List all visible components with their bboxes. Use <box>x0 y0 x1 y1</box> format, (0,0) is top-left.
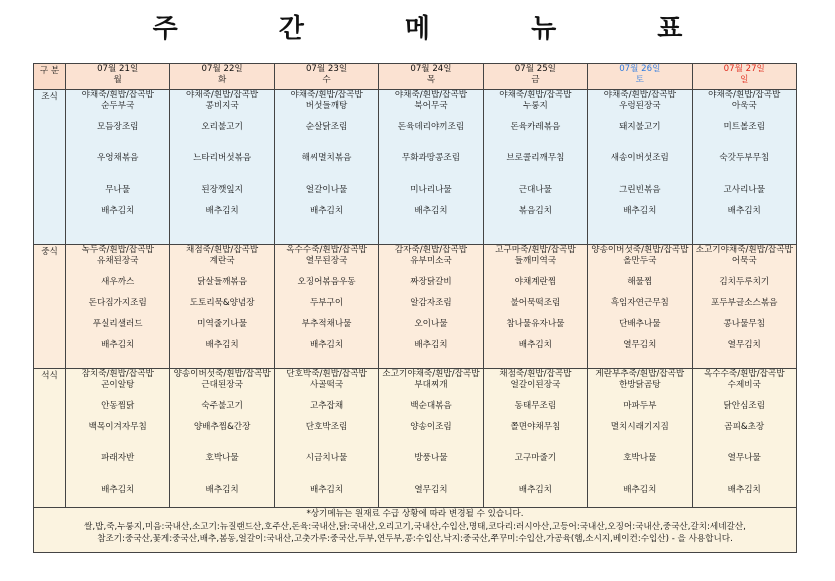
menu-item <box>484 174 587 185</box>
menu-item <box>379 308 482 319</box>
dinner-menu-cell <box>170 369 274 508</box>
menu-item <box>275 411 378 422</box>
breakfast-menu-cell <box>588 90 692 245</box>
menu-item: 양송이조림 <box>410 421 452 432</box>
menu-item: 유채된장국 <box>96 255 139 266</box>
menu-item: 부추적채나물 <box>301 318 352 329</box>
lunch-menu-cell <box>483 245 587 369</box>
menu-item <box>693 195 796 206</box>
menu-item <box>66 308 169 319</box>
menu-item <box>484 390 587 401</box>
porridge-rice-item: 야채죽/흰밥/잡곡밥 <box>708 90 781 100</box>
breakfast-row <box>34 90 797 245</box>
menu-item: 근대나물 <box>518 184 552 195</box>
menu-item: 느타리버섯볶음 <box>193 153 252 163</box>
day-date: 07월 25일 <box>514 64 556 74</box>
porridge-rice-item: 양송이버섯죽/흰밥/잡곡밥 <box>591 245 689 255</box>
menu-item <box>693 432 796 443</box>
menu-item: 도토리묵&양념장 <box>189 297 255 308</box>
menu-item: 배추김치 <box>101 205 135 216</box>
menu-item: 돈육데리야끼조림 <box>397 121 465 132</box>
menu-item <box>484 464 587 475</box>
menu-item: 양배추찜&간장 <box>193 421 251 432</box>
menu-item: 짜장닭갈비 <box>410 276 452 287</box>
day-weekday: 목 <box>426 75 436 85</box>
menu-item <box>379 143 482 154</box>
menu-item <box>379 329 482 340</box>
menu-item: 불어묵떡조림 <box>510 297 561 308</box>
menu-item <box>379 132 482 143</box>
menu-item <box>275 266 378 277</box>
menu-item: 동태무조림 <box>514 400 557 411</box>
breakfast-menu-cell <box>483 90 587 245</box>
menu-item: 올만두국 <box>623 255 657 266</box>
porridge-rice-item: 야채죽/흰밥/잡곡밥 <box>81 90 154 100</box>
porridge-rice-item: 채점죽/흰밥/잡곡밥 <box>499 369 572 379</box>
menu-item: 배추김치 <box>414 205 448 216</box>
menu-item: 배추김치 <box>727 484 761 495</box>
menu-item: 누룽지 <box>522 100 548 111</box>
menu-item: 우렁된장국 <box>619 100 661 111</box>
menu-item <box>693 164 796 175</box>
lunch-row <box>34 245 797 369</box>
menu-item: 닭살들깨볶음 <box>197 276 248 287</box>
menu-item: 백순대볶음 <box>410 400 452 411</box>
menu-item <box>275 390 378 401</box>
menu-item <box>484 143 587 154</box>
menu-item: 돈다짐가지조림 <box>88 297 147 308</box>
menu-item: 숙갓두부무침 <box>719 153 770 163</box>
menu-item <box>484 266 587 277</box>
menu-item: 곰피&초장 <box>724 421 765 432</box>
menu-item <box>66 266 169 277</box>
menu-item <box>379 411 482 422</box>
lunch-menu-cell <box>66 245 170 369</box>
menu-item: 그린빈볶음 <box>619 184 661 195</box>
breakfast-menu-cell <box>274 90 378 245</box>
menu-item <box>693 287 796 298</box>
menu-item <box>588 287 691 298</box>
porridge-rice-item: 옥수수죽/흰밥/잡곡밥 <box>704 369 785 379</box>
menu-item: 미나리나물 <box>410 184 452 195</box>
menu-item <box>275 164 378 175</box>
day-weekday: 월 <box>113 75 122 85</box>
porridge-rice-item: 야채죽/흰밥/잡곡밥 <box>290 90 363 100</box>
menu-item <box>484 132 587 143</box>
menu-item: 새송이버섯조림 <box>610 153 669 163</box>
menu-item <box>66 329 169 340</box>
menu-item: 고구마줄기 <box>514 453 557 463</box>
menu-item: 볶음김치 <box>518 205 552 216</box>
menu-item <box>66 411 169 422</box>
menu-item <box>588 411 691 422</box>
menu-item: 한방닭곰탕 <box>619 379 661 390</box>
menu-item <box>379 266 482 277</box>
porridge-rice-item: 야채죽/흰밥/잡곡밥 <box>603 90 676 100</box>
day-date: 07월 27일 <box>723 64 765 74</box>
menu-item: 부대찌개 <box>414 379 448 390</box>
menu-item <box>588 464 691 475</box>
menu-item: 멸치시래기지짐 <box>610 421 669 432</box>
menu-item: 새우까스 <box>101 276 135 287</box>
dinner-menu-cell <box>588 369 692 508</box>
menu-item: 안동찜닭 <box>101 400 135 411</box>
menu-item <box>170 411 273 422</box>
menu-item: 모듬장조림 <box>96 121 139 132</box>
menu-item <box>484 195 587 206</box>
menu-item <box>693 132 796 143</box>
menu-item: 배추김치 <box>518 484 552 495</box>
menu-item: 아욱국 <box>731 100 757 111</box>
menu-item <box>693 174 796 185</box>
day-weekday: 화 <box>217 75 227 85</box>
menu-item <box>588 390 691 401</box>
porridge-rice-item: 소고기야채죽/흰밥/잡곡밥 <box>695 245 793 255</box>
day-header-1 <box>170 64 274 90</box>
menu-item <box>484 164 587 175</box>
menu-item <box>693 266 796 277</box>
menu-item <box>170 329 273 340</box>
menu-item <box>275 287 378 298</box>
menu-item: 배추김치 <box>101 339 135 350</box>
day-weekday: 일 <box>740 75 749 85</box>
menu-item <box>484 287 587 298</box>
header-gubun: 구 분 <box>34 64 66 90</box>
menu-item: 김치두루치기 <box>719 276 770 287</box>
menu-item: 고추잡채 <box>309 400 344 411</box>
menu-item: 흑임자연근무침 <box>610 297 669 308</box>
allergen-origin-note <box>34 508 797 553</box>
menu-item <box>379 111 482 122</box>
menu-item: 해물찜 <box>627 276 653 287</box>
menu-item: 쫄면야채무침 <box>510 421 561 432</box>
breakfast-menu-cell <box>66 90 170 245</box>
menu-item <box>484 111 587 122</box>
dinner-row <box>34 369 797 508</box>
menu-item <box>588 132 691 143</box>
menu-item: 우엉채볶음 <box>96 153 139 163</box>
menu-item: 배추김치 <box>518 339 552 350</box>
menu-item <box>170 474 273 485</box>
lunch-menu-cell <box>379 245 483 369</box>
menu-item <box>66 111 169 122</box>
menu-item: 계란국 <box>209 255 235 266</box>
note-line-2: 쌀,밥,죽,누룽지,미음:국내산,소고기:뉴질랜드산,호주산,돈육:국내산,닭:국내산,오리고기,국내산,수입산,명태,코다리:러시아산,고등어:국내산,오징어:국내산,중국산,갈치:세네갈산, <box>84 521 746 532</box>
menu-item: 무나물 <box>105 184 131 195</box>
menu-item: 포두부글소스볶음 <box>711 297 778 308</box>
menu-item <box>379 164 482 175</box>
menu-item <box>588 474 691 485</box>
menu-item <box>275 195 378 206</box>
menu-item <box>275 443 378 454</box>
menu-item: 오리불고기 <box>201 121 243 132</box>
menu-item <box>170 390 273 401</box>
day-header-6 <box>692 64 796 90</box>
menu-item <box>275 174 378 185</box>
menu-item: 해씨멸치볶음 <box>301 153 352 163</box>
menu-item: 열무된장국 <box>305 255 348 266</box>
menu-item <box>379 390 482 401</box>
menu-item: 미트볼조림 <box>723 121 766 132</box>
menu-item: 얼갈이나물 <box>305 184 348 195</box>
menu-item: 배추김치 <box>309 339 344 350</box>
menu-item <box>275 432 378 443</box>
menu-item: 배추김치 <box>414 339 448 350</box>
menu-item <box>66 174 169 185</box>
porridge-rice-item: 녹두죽/흰밥/잡곡밥 <box>81 245 154 255</box>
porridge-rice-item: 옥수수죽/흰밥/잡곡밥 <box>286 245 367 255</box>
menu-item: 유부미소국 <box>410 255 452 266</box>
menu-item <box>484 411 587 422</box>
menu-item <box>588 195 691 206</box>
menu-item <box>588 143 691 154</box>
menu-item <box>170 164 273 175</box>
day-weekday: 토 <box>635 75 644 85</box>
day-date: 07월 22일 <box>201 64 243 74</box>
dinner-menu-cell <box>274 369 378 508</box>
menu-item <box>484 308 587 319</box>
porridge-rice-item: 감자죽/흰밥/잡곡밥 <box>394 245 468 255</box>
note-line-3: 참조기:중국산,꽃게:중국산,배추,봄동,얼갈이:국내산,고춧가루:중국산,두부,연두부,콩:수입산,낙지:중국산,쭈꾸미:수입산,가공육(햄,소시지,베이컨:수입산) - 을 사용합니다. <box>97 534 733 544</box>
day-header-0 <box>66 64 170 90</box>
menu-item <box>693 390 796 401</box>
menu-item: 두부구이 <box>309 297 344 308</box>
menu-item <box>588 308 691 319</box>
porridge-rice-item: 고구마죽/흰밥/잡곡밥 <box>495 245 576 255</box>
day-date: 07월 21일 <box>97 64 139 74</box>
menu-item: 얼갈이된장국 <box>510 379 561 390</box>
lunch-menu-cell <box>274 245 378 369</box>
menu-item <box>66 464 169 475</box>
menu-item: 푸실리샐러드 <box>92 318 143 329</box>
lunch-menu-cell <box>170 245 274 369</box>
menu-item <box>484 443 587 454</box>
menu-item <box>170 287 273 298</box>
menu-item: 참나물유자나물 <box>506 318 565 329</box>
menu-item <box>170 266 273 277</box>
menu-item <box>66 143 169 154</box>
menu-item: 알감자조림 <box>410 297 452 308</box>
menu-item <box>588 329 691 340</box>
menu-item: 열무김치 <box>414 484 448 495</box>
menu-item: 배추김치 <box>727 205 761 216</box>
menu-item: 브로콜리깨무침 <box>506 153 565 163</box>
day-header-4 <box>483 64 587 90</box>
menu-item <box>588 164 691 175</box>
menu-item <box>66 287 169 298</box>
menu-item <box>693 329 796 340</box>
day-header-3 <box>379 64 483 90</box>
menu-item: 파래자반 <box>101 453 135 463</box>
menu-item: 오이나물 <box>414 318 448 329</box>
day-date: 07월 26일 <box>619 64 661 74</box>
menu-item: 단배추나물 <box>619 318 661 329</box>
menu-item: 콩나물무침 <box>723 318 766 329</box>
menu-item: 배추김치 <box>309 205 344 216</box>
menu-item <box>693 411 796 422</box>
menu-item <box>275 111 378 122</box>
menu-item <box>379 464 482 475</box>
menu-item: 된장깻잎지 <box>201 184 243 195</box>
note-line-1: *상기메뉴는 원재료 수급 상황에 따라 변경될 수 있습니다. <box>306 509 524 519</box>
menu-item <box>693 308 796 319</box>
menu-item: 열무김치 <box>623 339 657 350</box>
menu-item: 호박나물 <box>623 453 657 463</box>
menu-item <box>379 287 482 298</box>
breakfast-label: 조식 <box>34 90 66 245</box>
menu-item: 순두부국 <box>101 100 135 111</box>
porridge-rice-item: 단호박죽/흰밥/잡곡밥 <box>286 369 367 379</box>
menu-item: 배추김치 <box>205 205 239 216</box>
menu-item <box>484 432 587 443</box>
menu-item <box>275 143 378 154</box>
menu-item: 배추김치 <box>623 484 657 495</box>
page-title: 주 간 메 뉴 표 <box>152 14 729 44</box>
menu-item: 배추김치 <box>205 484 239 495</box>
menu-item: 오징어볶음우동 <box>297 276 356 287</box>
menu-item: 수제비국 <box>727 379 761 390</box>
menu-item: 열무나물 <box>727 453 761 463</box>
menu-item <box>275 329 378 340</box>
menu-item <box>275 132 378 143</box>
menu-item <box>379 474 482 485</box>
porridge-rice-item: 잠치죽/흰밥/잡곡밥 <box>81 369 154 379</box>
header-row <box>34 64 797 90</box>
dinner-menu-cell <box>692 369 796 508</box>
menu-item: 마파두부 <box>623 400 657 411</box>
menu-item <box>170 432 273 443</box>
menu-item <box>693 443 796 454</box>
menu-item: 고사리나물 <box>723 184 766 195</box>
day-date: 07월 24일 <box>410 64 452 74</box>
menu-item <box>66 390 169 401</box>
menu-item <box>275 308 378 319</box>
menu-item <box>588 432 691 443</box>
dinner-menu-cell <box>379 369 483 508</box>
menu-item: 배추김치 <box>623 205 657 216</box>
menu-item: 버섯들깨탕 <box>305 100 348 111</box>
menu-item <box>66 443 169 454</box>
menu-item <box>66 474 169 485</box>
menu-item: 돼지불고기 <box>619 121 661 132</box>
lunch-menu-cell <box>588 245 692 369</box>
menu-item <box>484 329 587 340</box>
menu-item: 북어무국 <box>414 100 448 111</box>
day-header-2 <box>274 64 378 90</box>
day-weekday: 수 <box>322 75 331 85</box>
menu-item <box>588 443 691 454</box>
menu-item <box>170 132 273 143</box>
menu-item <box>66 195 169 206</box>
menu-item <box>66 132 169 143</box>
dinner-label: 석식 <box>34 369 66 508</box>
note-row <box>34 508 797 553</box>
menu-item <box>693 474 796 485</box>
porridge-rice-item: 야채죽/흰밥/잡곡밥 <box>499 90 572 100</box>
breakfast-menu-cell <box>379 90 483 245</box>
porridge-rice-item: 소고기야채죽/흰밥/잡곡밥 <box>382 369 480 379</box>
menu-item <box>170 143 273 154</box>
menu-item <box>588 266 691 277</box>
menu-item <box>170 195 273 206</box>
dinner-menu-cell <box>483 369 587 508</box>
menu-item: 콩비지국 <box>205 100 239 111</box>
breakfast-menu-cell <box>692 90 796 245</box>
menu-item: 방풍나물 <box>414 453 448 463</box>
menu-item: 시금치나물 <box>305 453 348 463</box>
menu-item: 야채계란찜 <box>514 276 557 287</box>
menu-item <box>170 174 273 185</box>
menu-item <box>66 432 169 443</box>
porridge-rice-item: 야채죽/흰밥/잡곡밥 <box>186 90 259 100</box>
menu-item <box>170 308 273 319</box>
menu-item <box>588 174 691 185</box>
dinner-menu-cell <box>66 369 170 508</box>
menu-item: 배추김치 <box>309 484 344 495</box>
porridge-rice-item: 채점죽/흰밥/잡곡밥 <box>186 245 259 255</box>
menu-item <box>693 143 796 154</box>
menu-item: 어묵국 <box>731 255 757 266</box>
lunch-label: 중식 <box>34 245 66 369</box>
menu-item <box>379 195 482 206</box>
menu-item: 숙주불고기 <box>201 400 243 411</box>
porridge-rice-item: 야채죽/흰밥/잡곡밥 <box>394 90 468 100</box>
menu-item: 단호박조림 <box>305 421 348 432</box>
day-date: 07월 23일 <box>305 64 348 74</box>
lunch-menu-cell <box>692 245 796 369</box>
menu-item <box>379 443 482 454</box>
menu-item: 근대된장국 <box>201 379 243 390</box>
menu-item: 무화과땅콩조림 <box>401 153 461 163</box>
menu-item: 미역줄기나물 <box>197 318 248 329</box>
menu-item <box>379 432 482 443</box>
menu-item: 닭안심조림 <box>723 400 766 411</box>
menu-item <box>588 111 691 122</box>
breakfast-menu-cell <box>170 90 274 245</box>
menu-item: 순살닭조림 <box>305 121 348 132</box>
menu-item: 돈육카레볶음 <box>510 121 561 132</box>
porridge-rice-item: 양송이버섯죽/흰밥/잡곡밥 <box>173 369 271 379</box>
menu-item: 배추김치 <box>101 484 135 495</box>
menu-item <box>170 464 273 475</box>
menu-item <box>693 111 796 122</box>
menu-item: 백목이겨자무침 <box>88 421 147 432</box>
menu-item <box>66 164 169 175</box>
menu-item <box>170 443 273 454</box>
day-header-5 <box>588 64 692 90</box>
menu-item: 사골떡국 <box>309 379 344 390</box>
weekly-menu-table <box>33 63 797 553</box>
menu-item: 호박나물 <box>205 453 239 463</box>
menu-item <box>275 474 378 485</box>
porridge-rice-item: 게란부추죽/흰밥/잡곡밥 <box>595 369 685 379</box>
menu-item: 들깨미역국 <box>514 255 557 266</box>
menu-item: 곤이알탕 <box>101 379 135 390</box>
menu-item: 배추김치 <box>205 339 239 350</box>
day-weekday: 금 <box>531 75 540 85</box>
menu-item: 열무김치 <box>727 339 761 350</box>
menu-item <box>379 174 482 185</box>
menu-item <box>693 464 796 475</box>
menu-item <box>484 474 587 485</box>
menu-item <box>275 464 378 475</box>
menu-item <box>170 111 273 122</box>
